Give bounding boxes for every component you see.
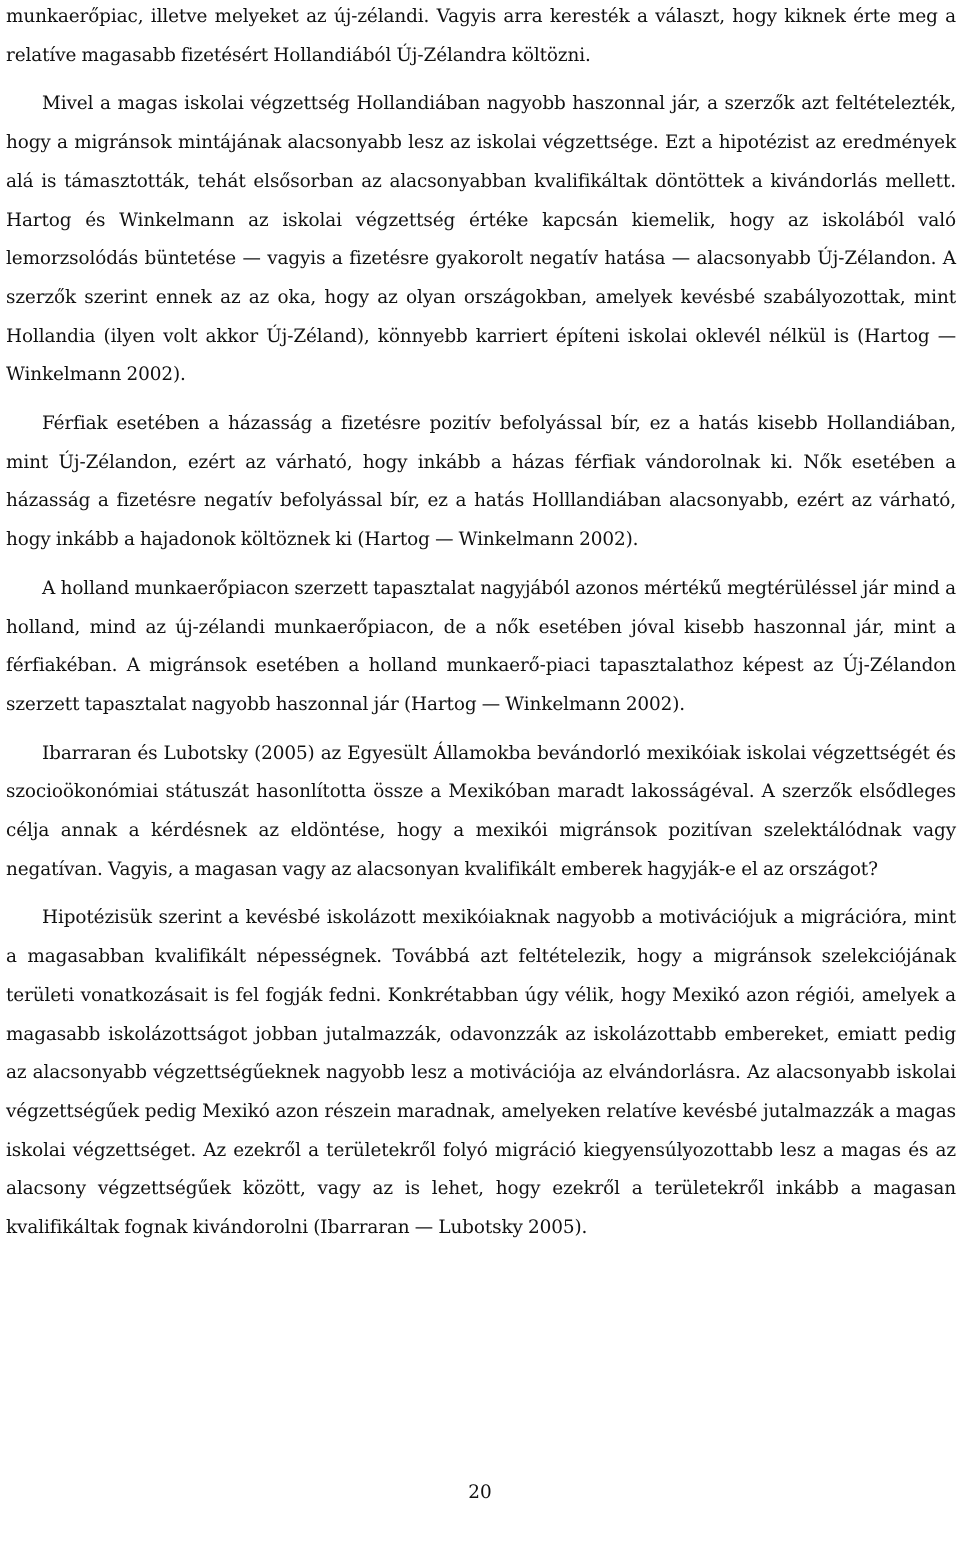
paragraph-6: Hipotézisük szerint a kevésbé iskolázott mexikóiaknak nagyobb a motivációjuk a migrációra, mint a magasabban kvalifikált népességnek. Továbbá azt feltételezik, hogy a migránsok szelekciójának területi vonatkozásait is fel fogják fedni. Konkrétabban úgy vélik, hogy Mexikó azon régiói, amelyek a magasabb iskolázottságot jobban jutalmazzák, odavonzzák az iskolázottabb embereket, emiatt pedig az alacsonyabb végzettségűeknek nagyobb lesz a motivációja az elvándorlásra. Az alacsonyabb iskolai végzettségűek pedig Mexikó azon részein maradnak, amelyeken relatíve kevésbé jutalmazzák a magas iskolai végzettséget. Az ezekről a területekről folyó migráció kiegyensúlyozottabb lesz a magas és az alacsony végzettségűek között, vagy az is lehet, hogy ezekről a területekről inkább a magasan kvalifikáltak fognak kivándorolni (Ibarraran — Lubotsky 2005). [6,907,956,1239]
paragraph-1: munkaerőpiac, illetve melyeket az új-zélandi. Vagyis arra keresték a választ, hogy kiknek érte meg a relatíve magasabb fizetésért Hollandiából Új-Zélandra költözni. [6,6,956,66]
paragraph-4: A holland munkaerőpiacon szerzett tapasztalat nagyjából azonos mértékű megtérüléssel jár mind a holland, mind az új-zélandi munkaerőpiacon, de a nők esetében jóval kisebb haszonnal jár, mint a férfiakéban. A migránsok esetében a holland munkaerő-piaci tapasztalathoz képest az Új-Zélandon szerzett tapasztalat nagyobb haszonnal jár (Hartog — Winkelmann 2002). [6,577,956,715]
paragraph-2: Mivel a magas iskolai végzettség Hollandiában nagyobb haszonnal jár, a szerzők azt feltételezték, hogy a migránsok mintájának alacsonyabb lesz az iskolai végzettsége. Ezt a hipotézist az eredmények alá is támasztották, tehát elsősorban az alacsonyabban kvalifikáltak döntöttek a kivándorlás mellett. Hartog és Winkelmann az iskolai végzettség értéke kapcsán kiemelik, hogy az iskolából való lemorzsolódás büntetése — vagyis a fizetésre gyakorolt negatív hatása — alacsonyabb Új-Zélandon. A szerzők szerint ennek az az oka, hogy az olyan országokban, amelyek kevésbé szabályozottak, mint Hollandia (ilyen volt akkor Új-Zéland), könnyebb karriert építeni iskolai oklevél nélkül is (Hartog — Winkelmann 2002). [6,93,956,386]
page-number: 20 [468,1482,492,1503]
paragraph-5: Ibarraran és Lubotsky (2005) az Egyesült Államokba bevándorló mexikóiak iskolai végzettségét és szocioökonómiai státuszát hasonlította össze a Mexikóban maradt lakosságéval. A szerzők elsődleges célja annak a kérdésnek az eldöntése, hogy a mexikói migránsok pozitívan szelektálódnak vagy negatívan. Vagyis, a magasan vagy az alacsonyan kvalifikált emberek hagyják-e el az országot? [6,742,956,880]
paragraph-3: Férfiak esetében a házasság a fizetésre pozitív befolyással bír, ez a hatás kisebb Hollandiában, mint Új-Zélandon, ezért az várható, hogy inkább a házas férfiak vándorolnak ki. Nők esetében a házasság a fizetésre negatív befolyással bír, ez a hatás Holllandiában alacsonyabb, ezért az várható, hogy inkább a hajadonok költöznek ki (Hartog — Winkelmann 2002). [6,413,956,551]
body-text [6,0,956,1248]
